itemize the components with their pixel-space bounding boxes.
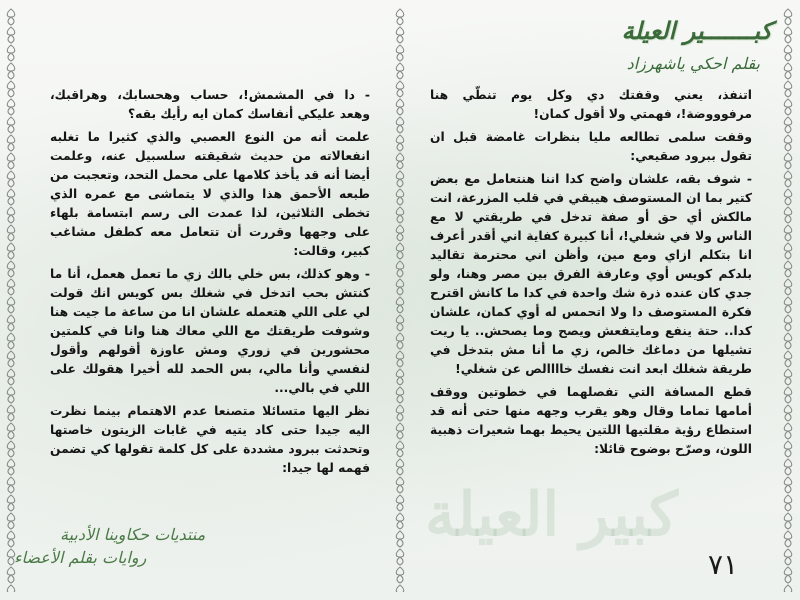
novel-title: كبـــــــير العيلة <box>621 16 772 45</box>
forum-name: منتديات حكاوينا الأدبية <box>60 525 206 544</box>
watermark: كبير العيلة <box>425 480 678 550</box>
ornate-border-center-icon <box>393 8 407 592</box>
forum-tagline: روايات بقلم الأعضاء <box>14 548 147 567</box>
paragraph: علمت أنه من النوع العصبي والذي كثيرا ما تغلبه انفعالاته من حديث شقيقته سلسبيل عنه، وعلمت أيضا أنه قد يأخذ كلامها على محمل التحد، وتعجبت من طبعه الأحمق هذا والذي لا يتماشى مع عمره الذي تخطى الثلاثين، لذا عمدت الى رسم ابتسامة بلهاء على وجهها وقررت أن تتعامل معه كطفل مشاغب كبير، وقالت: <box>50 130 370 258</box>
ornate-border-right-icon <box>781 8 795 592</box>
right-text-column <box>430 86 752 463</box>
paragraph: وقفت سلمى تطالعه مليا بنظرات غامضة قبل ان تقول ببرود صقيعي: <box>430 130 752 163</box>
author-line: بقلم احكي ياشهرزاد <box>626 54 760 73</box>
paragraph: - شوف بقه، علشان واضح كدا اننا هنتعامل مع بعض كتير بما ان المستوصف هيبقي في قلب المزرعة، انت مالكش أي حق أو صفة تدخل في طريقتي لا مع الناس ولا في شغلي!، أنا كبيرة كفاية اني أقدر أعرف انا بتكلم ازاي ومع مين، وأظن اني محترمة تقاليد بلدكم كويس أوي وعارفة الفرق بين مصر وهنا، ولو جدي كان عنده ذرة شك واحدة في كدا ما كانش اقترح فكرة المستوصف دا ولا اتحمس له أوي كمان، علشان كدا.. حتة ينفع ومايتفعش ويصح وما يصحش.. يا ريت تشيلها من دماغك خالص، زي ما أنا مش بتدخل في طريقة شغلك ابعد انت نفسك خاااالص عن شغلي! <box>430 172 752 376</box>
page-number: ٧١ <box>708 548 739 581</box>
paragraph: اتنفذ، يعني وقفتك دي وكل يوم تنطّي هنا مرفوووضة!، فهمتي ولا أقول كمان! <box>430 88 752 121</box>
paragraph: - دا في المشمش!، حساب وهحسابك، وهراقبك، وهعد عليكي أنفاسك كمان ايه رأيك بقه؟ <box>50 88 370 121</box>
ornate-border-left-icon <box>4 8 18 592</box>
paragraph: نظر اليها متسائلا متصنعا عدم الاهتمام بينما نظرت اليه جيدا حتى كاد يتيه في غابات الزيتون خاصتها وتحدثت ببرود مشددة على كل كلمة تقولها كي تضمن فهمه لها جيدا: <box>50 404 370 475</box>
left-text-column <box>50 86 370 482</box>
paragraph: قطع المسافة التي تفصلهما في خطوتين ووقف أمامها تماما وقال وهو يقرب وجهه منها حتى أنه قد استطاع رؤية مقلتيها اللتين يحيط بهما شعيرات ذهبية اللون، وصرّح بوضوح قائلا: <box>430 385 752 456</box>
paragraph: - وهو كذلك، بس خلي بالك زي ما تعمل هعمل، أنا ما كنتش بحب اتدخل في شغلك بس كويس انك قولت لي على اللي هتعمله علشان انا من ساعة ما جيت هنا وشوفت طريقتك مع اللي معاك هنا وانا في كلمتين محشورين في زوري ومش عاوزة أقولهم وأقول لنفسي وأنا مالي، بس الحمد لله أخيرا هقولك على اللي في بالي... <box>50 267 370 395</box>
